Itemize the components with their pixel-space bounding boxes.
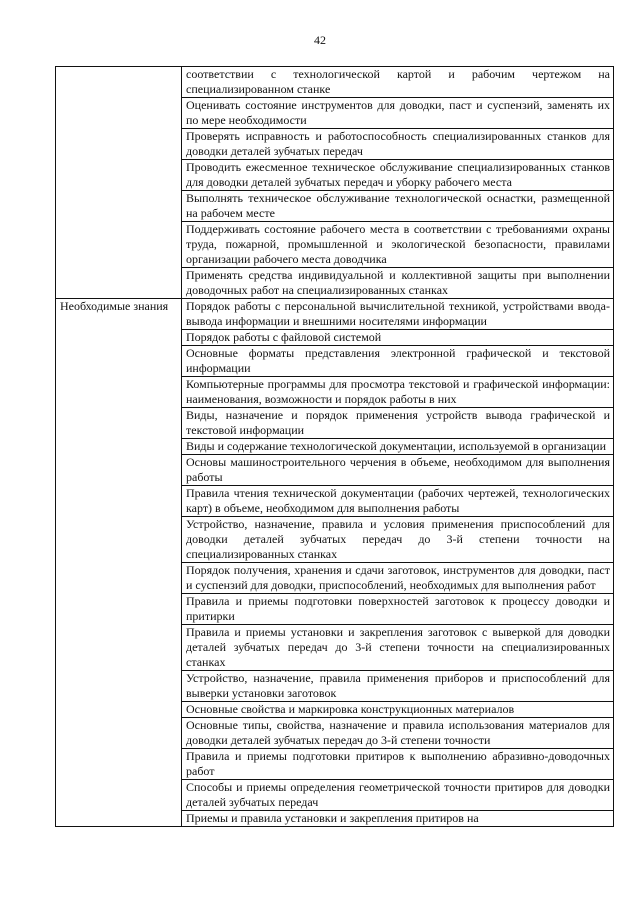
knowledge-cell: Основные типы, свойства, назначение и правила использования материалов для доводки деталей зубчатых передач до 3-й степени точности — [182, 718, 614, 749]
knowledge-cell: Порядок работы с файловой системой — [182, 330, 614, 346]
knowledge-cell: Правила чтения технической документации (рабочих чертежей, технологических карт) в объеме, необходимом для выполнения работы — [182, 486, 614, 517]
skill-cell: Проводить ежесменное техническое обслуживание специализированных станков для доводки деталей зубчатых передач и уборку рабочего места — [182, 160, 614, 191]
knowledge-cell: Виды, назначение и порядок применения устройств вывода графической и текстовой информации — [182, 408, 614, 439]
knowledge-cell: Виды и содержание технологической документации, используемой в организации — [182, 439, 614, 455]
knowledge-cell: Порядок работы с персональной вычислительной техникой, устройствами ввода-вывода информации и внешними носителями информации — [182, 299, 614, 330]
knowledge-cell: Правила и приемы подготовки поверхностей заготовок к процессу доводки и притирки — [182, 594, 614, 625]
empty-label-cell — [56, 67, 182, 299]
skill-cell: Применять средства индивидуальной и коллективной защиты при выполнении доводочных работ на специализированных станках — [182, 268, 614, 299]
knowledge-cell: Правила и приемы подготовки притиров к выполнению абразивно-доводочных работ — [182, 749, 614, 780]
competency-table — [55, 66, 614, 827]
knowledge-cell: Правила и приемы установки и закрепления заготовок с выверкой для доводки деталей зубчатых передач до 3-й степени точности на специализированных станках — [182, 625, 614, 671]
skill-cell: Поддерживать состояние рабочего места в соответствии с требованиями охраны труда, пожарной, промышленной и экологической безопасности, правилами организации рабочего места доводчика — [182, 222, 614, 268]
page-number: 42 — [314, 33, 326, 47]
skill-cell: соответствии с технологической картой и рабочим чертежом на специализированном станке — [182, 67, 614, 98]
skill-cell: Оценивать состояние инструментов для доводки, паст и суспензий, заменять их по мере необходимости — [182, 98, 614, 129]
knowledge-cell: Компьютерные программы для просмотра текстовой и графической информации: наименования, возможности и порядок работы в них — [182, 377, 614, 408]
knowledge-cell: Основные форматы представления электронной графической и текстовой информации — [182, 346, 614, 377]
skill-cell: Выполнять техническое обслуживание технологической оснастки, размещенной на рабочем месте — [182, 191, 614, 222]
table-row — [56, 299, 614, 330]
knowledge-cell: Основные свойства и маркировка конструкционных материалов — [182, 702, 614, 718]
table-row — [56, 67, 614, 98]
knowledge-label: Необходимые знания — [56, 299, 182, 827]
knowledge-cell: Порядок получения, хранения и сдачи заготовок, инструментов для доводки, паст и суспензий для доводки, приспособлений, необходимых для выполнения работ — [182, 563, 614, 594]
skill-cell: Проверять исправность и работоспособность специализированных станков для доводки деталей зубчатых передач — [182, 129, 614, 160]
knowledge-cell: Устройство, назначение, правила и условия применения приспособлений для доводки деталей зубчатых передач до 3-й степени точности на специализированных станках — [182, 517, 614, 563]
knowledge-cell: Основы машиностроительного черчения в объеме, необходимом для выполнения работы — [182, 455, 614, 486]
knowledge-cell: Устройство, назначение, правила применения приборов и приспособлений для выверки установки заготовок — [182, 671, 614, 702]
knowledge-cell: Приемы и правила установки и закрепления притиров на — [182, 811, 614, 827]
knowledge-cell: Способы и приемы определения геометрической точности притиров для доводки деталей зубчатых передач — [182, 780, 614, 811]
